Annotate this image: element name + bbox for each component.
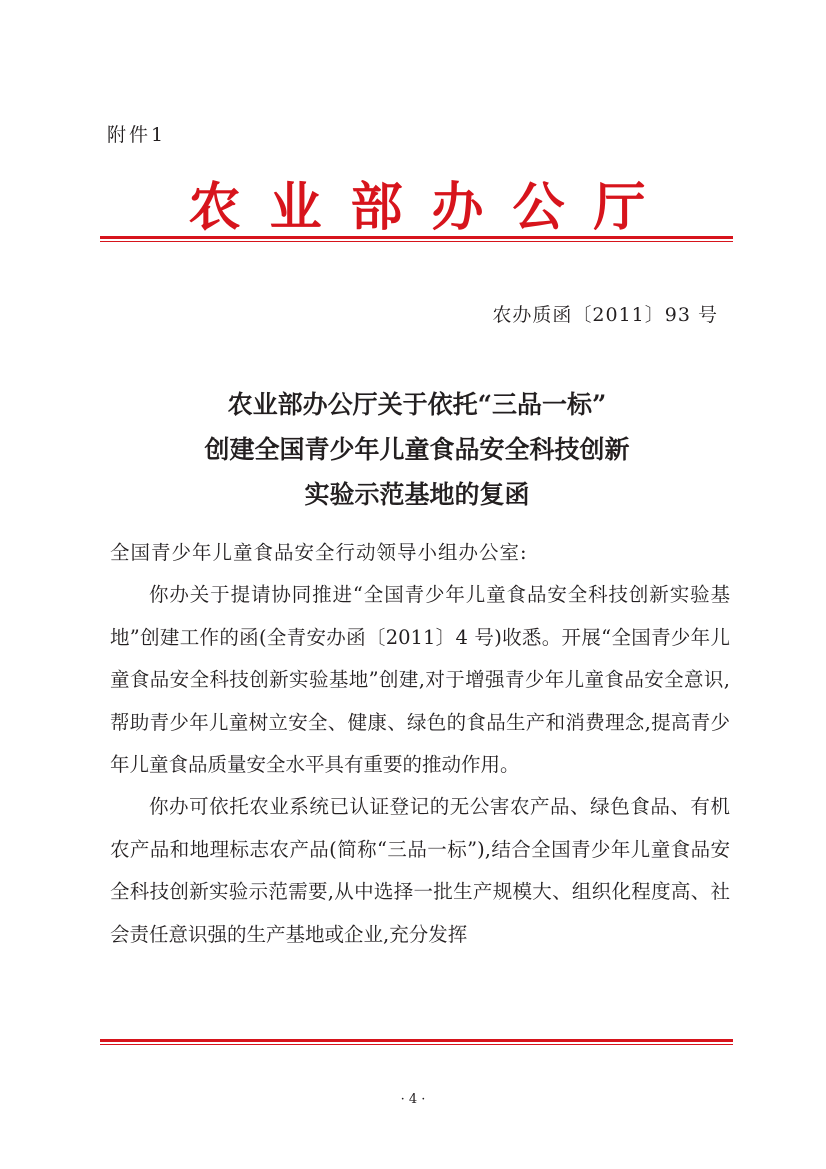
organization-header: 农业部办公厅 — [188, 177, 675, 238]
letter-body — [110, 532, 730, 956]
page-number: · 4 · — [400, 1092, 426, 1107]
body-paragraph: 你办关于提请协同推进“全国青少年儿童食品安全科技创新实验基地”创建工作的函(全青安办函〔2011〕4 号)收悉。开展“全国青少年儿童食品安全科技创新实验基地”创建,对于增强青少年儿童食品安全意识,帮助青少年儿童树立安全、健康、绿色的食品生产和消费理念,提高青少年儿童食品质量安全水平具有重要的推动作用。 — [110, 583, 730, 777]
header-divider — [100, 236, 733, 242]
footer-divider — [100, 1039, 733, 1045]
body-paragraph: 你办可依托农业系统已认证登记的无公害农产品、绿色食品、有机农产品和地理标志农产品(简称“三品一标”),结合全国青少年儿童食品安全科技创新实验示范需要,从中选择一批生产规模大、组织化程度高、社会责任意识强的生产基地或企业,充分发挥 — [110, 795, 730, 946]
title-line: 实验示范基地的复函 — [304, 480, 530, 509]
document-number: 农办质函〔2011〕93 号 — [492, 304, 718, 326]
salutation: 全国青少年儿童食品安全行动领导小组办公室: — [110, 541, 528, 564]
title-line: 农业部办公厅关于依托“三品一标” — [227, 390, 607, 419]
title-line: 创建全国青少年儿童食品安全科技创新 — [204, 435, 630, 464]
attachment-label: 附件1 — [107, 124, 167, 146]
document-title — [100, 382, 734, 517]
